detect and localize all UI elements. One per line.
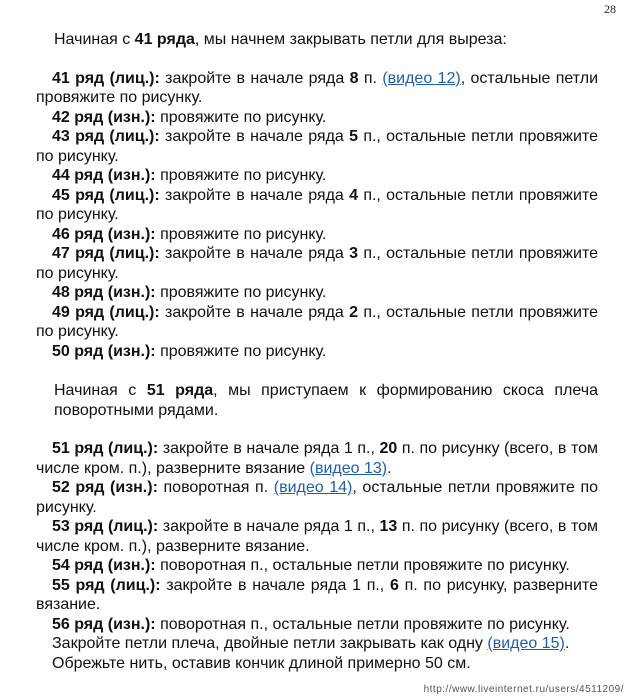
row-ref: 41 ряда (134, 31, 195, 48)
row-45: 45 ряд (лиц.): закройте в начале ряда 4 п., остальные петли провяжите по рисунку. (36, 186, 598, 223)
rows-block-1 (36, 69, 598, 362)
row-47: 47 ряд (лиц.): закройте в начале ряда 3 п., остальные петли провяжите по рисунку. (36, 245, 598, 282)
intro-paragraph-1: Начиная с 41 ряда, мы начнем закрывать петли для выреза: (54, 31, 507, 48)
row-46: 46 ряд (изн.): провяжите по рисунку. (52, 225, 327, 243)
row-51: 51 ряд (лиц.): закройте в начале ряда 1 п., 20 п. по рисунку (всего, в том числе кром. п.), разверните вязание (видео 13). (36, 440, 598, 477)
intro-paragraph-2: Начиная с 51 ряда, мы приступаем к формированию скоса плеча поворотными рядами. (54, 382, 598, 419)
close-shoulder-instruction: Закройте петли плеча, двойные петли закрывать как одну (видео 15). (52, 635, 570, 652)
document-body (36, 30, 598, 673)
video-13-link[interactable]: (видео 13) (309, 459, 388, 477)
row-41: 41 ряд (лиц.): закройте в начале ряда 8 п. (видео 12), остальные петли провяжите по рисунку. (36, 69, 599, 106)
row-55: 55 ряд (лиц.): закройте в начале ряда 1 п., 6 п. по рисунку, разверните вязание. (36, 576, 598, 613)
row-54: 54 ряд (изн.): поворотная п., остальные петли провяжите по рисунку. (52, 557, 570, 574)
source-watermark: http://www.liveinternet.ru/users/4511209/ (423, 684, 624, 695)
row-50: 50 ряд (изн.): провяжите по рисунку. (52, 342, 327, 360)
video-14-link[interactable]: (видео 14) (273, 479, 353, 496)
row-52: 52 ряд (изн.): поворотная п. (видео 14), остальные петли провяжите по рисунку. (36, 479, 599, 516)
row-44: 44 ряд (изн.): провяжите по рисунку. (52, 167, 327, 184)
page-number: 28 (604, 2, 616, 16)
row-ref: 51 ряда (146, 382, 214, 399)
rows-block-2 (36, 439, 598, 673)
video-12-link[interactable]: (видео 12) (382, 69, 461, 87)
row-53: 53 ряд (лиц.): закройте в начале ряда 1 п., 13 п. по рисунку (всего, в том числе кром. п.), разверните вязание. (36, 518, 598, 555)
row-42: 42 ряд (изн.): провяжите по рисунку. (52, 108, 327, 126)
video-15-link[interactable]: (видео 15) (487, 635, 565, 652)
row-49: 49 ряд (лиц.): закройте в начале ряда 2 п., остальные петли провяжите по рисунку. (36, 303, 598, 340)
cut-yarn-instruction: Обрежьте нить, оставив кончик длиной примерно 50 см. (52, 654, 471, 672)
row-56: 56 ряд (изн.): поворотная п., остальные петли провяжите по рисунку. (52, 615, 570, 633)
row-43: 43 ряд (лиц.): закройте в начале ряда 5 п., остальные петли провяжите по рисунку. (36, 128, 598, 165)
row-48: 48 ряд (изн.): провяжите по рисунку. (52, 284, 327, 301)
